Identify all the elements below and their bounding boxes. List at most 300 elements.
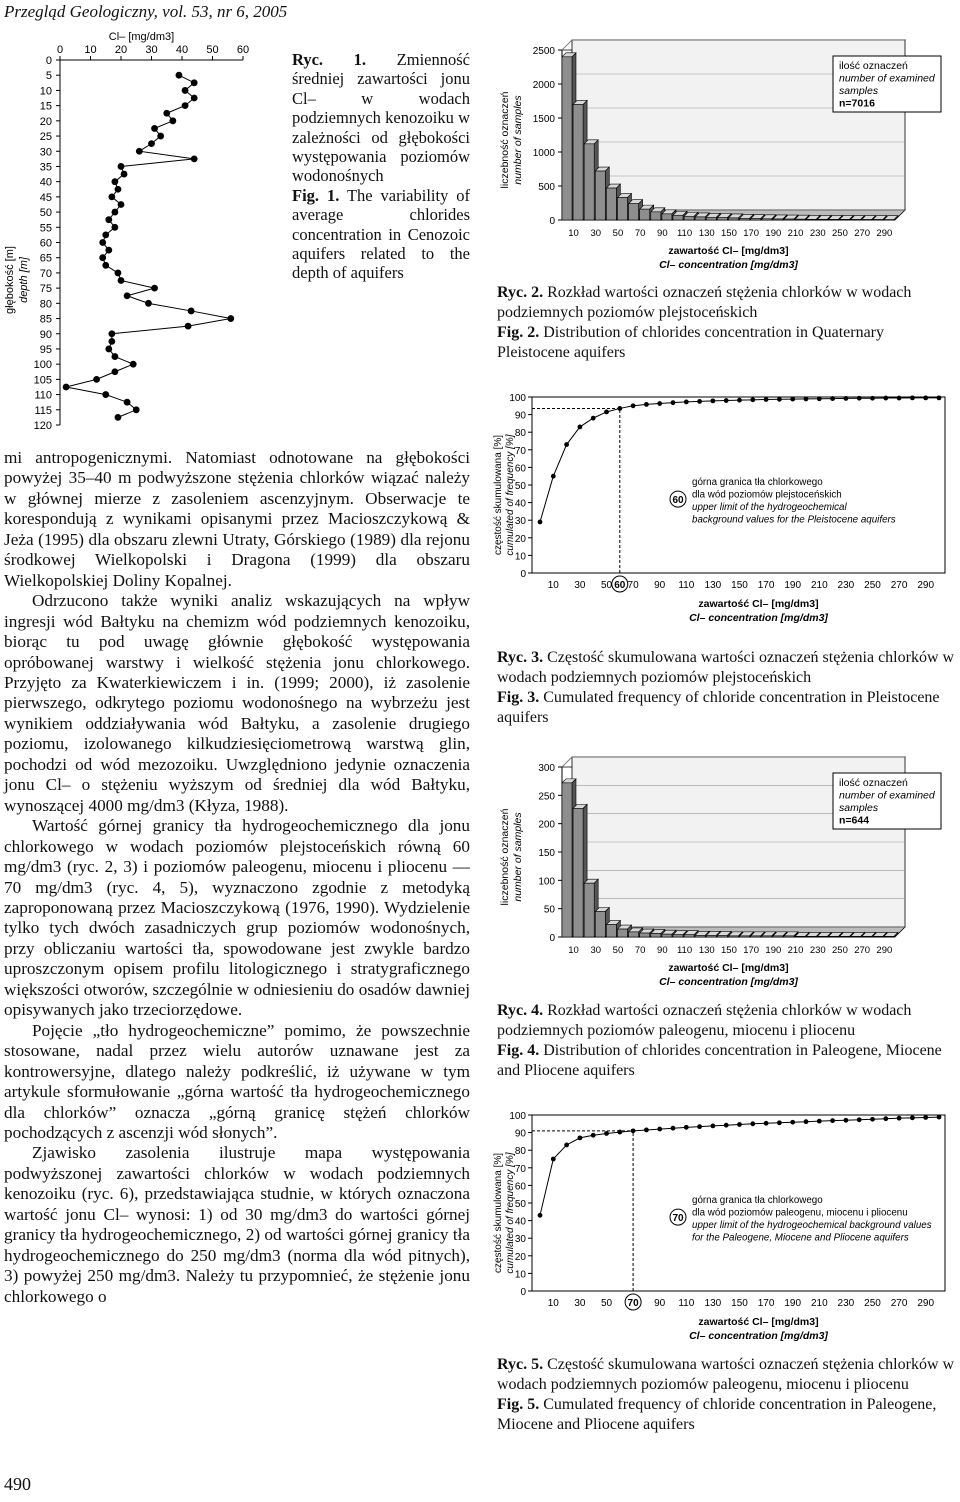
x-axis-label-pl: zawartość Cl– [mg/dm3] [668,245,789,257]
legend-text: samples [839,85,879,97]
x-tick-label: 110 [676,228,693,239]
y-tick-label: 80 [514,1146,526,1158]
y-tick-label: 0 [520,569,526,580]
data-point [764,397,769,402]
bar [817,936,827,937]
data-point [844,396,849,401]
x-tick-label: 290 [917,1298,935,1309]
y-tick-label: 50 [514,1199,526,1210]
data-point [105,346,112,353]
annotation-text: górna granica tła chlorkowego [692,1195,823,1207]
bar [873,936,883,937]
y-tick-label: 100 [538,876,555,888]
y-axis-label-pl: głębokość [m] [4,246,16,314]
data-point [538,520,543,525]
y-tick-label: 0 [520,1287,526,1298]
data-point [130,361,137,368]
data-point [148,140,155,147]
y-tick-label: 60 [39,237,52,250]
data-point [108,330,115,337]
x-tick-label: 30 [145,44,158,56]
bar [784,936,794,937]
x-tick-label: 130 [704,1298,722,1309]
legend-text: number of examined [839,789,935,802]
x-axis-label-pl: zawartość Cl– [mg/dm3] [698,598,819,610]
x-tick-label: 290 [917,580,935,591]
bar [562,783,572,937]
data-point [151,285,158,292]
y-tick-label: 90 [514,410,526,422]
data-point [750,1121,755,1126]
data-point [145,300,152,307]
data-point [108,338,115,345]
y-axis-label-pl: częstość skumulowana [%] [493,1152,504,1274]
data-point [118,163,125,170]
figure-1-chart [0,30,285,430]
data-point [830,396,835,401]
y-tick-label: 65 [39,252,52,265]
x-axis-label-pl: zawartość Cl– [mg/dm3] [698,1316,819,1328]
y-tick-label: 45 [39,191,52,204]
y-tick-label: 50 [543,904,555,916]
x-tick-label: 60 [614,580,626,591]
bar [762,936,772,937]
annotation-text: for the Paleogene, Miocene and Pliocene aquifers [692,1232,909,1244]
y-tick-label: 100 [509,393,526,404]
data-point [105,216,112,223]
data-point [112,209,119,216]
data-point [112,224,119,231]
data-point [112,368,119,375]
bar [795,936,805,937]
data-point [93,376,100,383]
data-point [102,391,109,398]
data-point [227,315,234,322]
bar [640,933,650,937]
x-tick-label: 50 [612,228,624,239]
bar [840,936,850,937]
data-point [883,396,888,401]
y-tick-label: 85 [39,313,52,326]
figure-5 [490,1103,958,1348]
data-point [883,1116,888,1121]
bar [851,936,861,937]
x-tick-label: 30 [574,1298,586,1309]
y-tick-label: 0 [549,216,555,227]
data-point [844,1118,849,1123]
data-point [631,403,636,408]
annotation-text: upper limit of the hydrogeochemical background values [692,1220,932,1232]
bar [706,217,716,220]
data-point [697,1124,702,1129]
bar [717,935,727,937]
bar [717,218,727,220]
x-tick-label: 90 [657,945,668,956]
y-tick-label: 120 [33,420,52,430]
x-axis-label-en: Cl– concentration [mg/dm3] [659,976,798,988]
data-point [777,1120,782,1125]
bar [729,936,739,937]
data-point [777,397,782,402]
bar [662,214,672,220]
data-point [169,117,176,124]
y-tick-label: 10 [514,1269,526,1281]
x-tick-label: 70 [634,228,646,239]
data-point [684,1125,689,1130]
y-tick-label: 55 [39,222,52,235]
data-point [804,397,809,402]
data-point [697,399,702,404]
data-point [671,400,676,405]
bar [795,219,805,220]
data-point [897,1116,902,1121]
data-point [750,397,755,402]
bar [684,935,694,937]
data-point [923,1115,928,1120]
figure-5-caption-pl-number: Ryc. 5. [497,1356,544,1373]
data-point [591,416,596,421]
y-tick-label: 25 [39,131,52,144]
y-tick-label: 35 [39,161,52,174]
y-tick-label: 40 [39,176,52,189]
figure-4-caption-en: Distribution of chlorides concentration in Paleogene, Miocene and Pliocene aquifers [497,1042,942,1079]
data-point [118,201,125,208]
y-tick-label: 50 [39,207,52,220]
x-axis-label-pl: zawartość Cl– [mg/dm3] [668,962,789,974]
y-tick-label: 115 [34,404,52,417]
figure-5-caption [497,1355,955,1435]
data-point [124,399,131,406]
x-tick-label: 50 [612,945,624,956]
annotation-text: upper limit of the hydrogeochemical [692,502,847,514]
y-tick-label: 2500 [532,46,555,57]
data-point [631,1128,636,1133]
figure-2-chart [490,38,958,278]
data-point [897,396,902,401]
x-tick-label: 110 [678,1298,695,1309]
marker-label: 60 [672,495,684,507]
legend-text: ilość oznaczeń [839,60,908,72]
x-tick-label: 150 [721,945,737,956]
x-tick-label: 270 [854,228,871,239]
y-tick-label: 1000 [532,148,555,159]
data-point [817,1119,822,1124]
x-tick-label: 270 [854,945,871,956]
y-tick-label: 95 [39,343,52,356]
data-point [163,110,170,117]
data-point [121,171,128,178]
x-tick-label: 190 [784,580,802,591]
data-point [115,414,122,421]
data-point [118,277,125,284]
data-point [551,1157,556,1162]
journal-header: Przegląd Geologiczny, vol. 53, nr 6, 2005 [4,2,288,21]
y-tick-label: 500 [538,182,555,193]
data-point [99,239,106,246]
data-point [617,1130,622,1135]
figure-1-caption-en-number: Fig. 1. [292,185,340,205]
y-tick-label: 10 [514,551,526,563]
annotation-text: background values for the Pleistocene aquifers [692,514,896,526]
figure-1-caption-pl: Zmienność średniej zawartości jonu Cl– w wodach podziemnych kenozoiku w zależności od głębokości występowania poziomów wodonośnych [292,50,470,186]
x-tick-label: 150 [731,1298,748,1309]
figure-2-caption-pl: Rozkład wartości oznaczeń stężenia chlorków w wodach podziemnych poziomów plejstoceńskich [497,284,912,321]
figure-4-caption-pl: Rozkład wartości oznaczeń stężenia chlorków w wodach podziemnych poziomów paleogenu, miocenu i pliocenu [497,1002,912,1039]
y-tick-label: 80 [39,298,52,311]
x-tick-label: 190 [784,1298,802,1309]
data-point [112,353,119,360]
bar [584,883,594,937]
bar [762,219,772,220]
x-tick-label: 130 [698,945,715,956]
y-tick-label: 0 [549,933,555,944]
data-point [910,1115,915,1120]
x-tick-label: 170 [743,945,760,956]
figure-2-caption [497,283,955,363]
x-tick-label: 90 [654,1298,666,1309]
data-point [804,1119,809,1124]
y-tick-label: 50 [514,481,526,492]
bar [695,217,705,220]
data-point [133,406,140,413]
data-point [817,396,822,401]
data-point [711,1124,716,1129]
x-axis-label: Cl– [mg/dm3] [108,31,175,43]
y-tick-label: 15 [39,100,52,113]
y-axis-label-pl: liczebność oznaczeń [499,808,511,906]
data-point [63,384,70,391]
y-tick-label: 30 [514,1234,526,1246]
figure-4-caption-pl-number: Ryc. 4. [497,1002,544,1019]
x-tick-label: 10 [84,44,97,56]
figure-1-caption-pl-number: Ryc. 1. [292,50,367,69]
x-tick-label: 270 [890,580,908,591]
bar [629,204,639,220]
annotation-text: dla wód poziomów plejstoceńskich [692,489,842,501]
bar [695,935,705,937]
data-point [191,155,198,162]
data-point [578,1135,583,1140]
data-point [830,1118,835,1123]
x-tick-label: 10 [568,945,579,956]
data-point [578,425,583,430]
x-axis-label-en: Cl– concentration [mg/dm3] [659,259,798,271]
figure-2-caption-en-number: Fig. 2. [497,324,540,341]
data-point [724,1123,729,1128]
data-point [182,87,189,94]
y-tick-label: 70 [514,445,526,457]
bar [862,936,872,937]
data-point [644,1128,649,1133]
paragraph-3: Wartość górnej granicy tła hydrogeochemicznego dla jonu chlorkowego w wodach poziomów plejstoceńskich równą 60 mg/dm3 (ryc. 2, 3) i poziomów paleogenu, miocenu i pliocenu — 70 mg/dm3 (ryc. 4, 5), wyznaczono zgodnie z metodyką zaproponowaną przez Macioszczykową (1976, 1990). Wydzielenie tylko tych dwóch zasadniczych grup poziomów wodonośnych, przy obliczaniu wartości tła, spowodowane jest zwykle bardzo uproszczonym opisem profilu litologicznego i stratygraficznego większości otworów, szczególnie w odniesieniu do osadów dawniej opisywanych jako trzeciorzędowe. [4,816,470,1020]
bar [884,936,894,937]
bar [773,936,783,937]
x-tick-label: 230 [837,1298,855,1309]
x-tick-label: 70 [627,1298,639,1309]
data-point [176,72,183,79]
data-point [102,231,109,238]
y-tick-label: 40 [514,498,526,510]
bar [584,144,594,220]
y-tick-label: 100 [33,359,52,372]
figure-4-caption [497,1001,955,1081]
legend-text: number of examined [839,72,935,85]
data-point [857,1117,862,1122]
y-tick-label: 70 [39,267,52,280]
x-tick-label: 70 [627,580,639,591]
data-point [115,186,122,193]
data-point [657,401,662,406]
x-tick-label: 150 [721,228,737,239]
x-tick-label: 150 [731,580,748,591]
data-point [923,395,928,400]
figure-4-chart [490,755,958,995]
x-tick-label: 90 [657,228,668,239]
data-point [937,395,942,400]
legend-text: samples [839,802,879,814]
annotation-text: dla wód poziomów paleogenu, miocenu i pliocenu [692,1207,908,1219]
data-line [66,75,231,417]
x-tick-label: 20 [114,44,128,56]
y-tick-label: 300 [538,763,555,774]
y-axis-label-en: cumulated of frequency [%] [505,1152,516,1274]
y-axis-label-en: number of samples [512,812,524,902]
bar [673,935,683,937]
x-tick-label: 10 [547,1298,559,1309]
y-tick-label: 2000 [532,80,555,91]
x-tick-label: 190 [765,228,782,239]
y-tick-label: 80 [514,428,526,440]
y-tick-label: 30 [39,146,52,159]
bar [751,936,761,937]
x-tick-label: 10 [568,228,579,239]
data-point [764,1121,769,1126]
x-tick-label: 290 [876,945,893,956]
data-point [115,270,122,277]
data-point [644,402,649,407]
data-point [564,1143,569,1148]
data-point [124,292,131,299]
bar [595,912,605,938]
x-tick-label: 50 [600,580,613,591]
bar [618,198,628,220]
paragraph-5: Zjawisko zasolenia ilustruje mapa występowania podwyższonej zawartości chlorków w wodach podziemnych kenozoiku (ryc. 6), przedstawiająca studnie, w których oznaczona wartość jonu Cl– wynosi: 1) od 30 mg/dm3 do wartości górnej granicy tła hydrogeochemicznego, 2) od wartości górnej granicy tła hydrogeochemicznego do 250 mg/dm3 (norma dla wód pitnych), 3) powyżej 250 mg/dm3. Należy tu przypomnieć, że stężenie jonu chlorkowego o [4,1143,470,1306]
bar [562,57,572,220]
y-tick-label: 5 [45,70,52,83]
x-tick-label: 0 [56,44,64,56]
paragraph-2: Odrzucono także wyniki analiz wskazujących na wpływ ingresji wód Bałtyku na chemizm wód podziemnych kenozoiku, biorąc tu pod uwagę głównie głębokość występowania opróbowanej warstwy i wielkość stężenia jonu chlorkowego. Przyjęto za Kwaterkiewiczem i in. (1999; 2000), iż zasolenie pierwszego, odkrytego poziomu wodonośnego na wybrzeżu jest wynikiem oddziaływania wód Bałtyku, a zasolenie drugiego poziomu, izolowanego kilkudziesięciometrową warstwą glin, pochodzi od wód mezozoiku. Uwzględniono jedynie oznaczenia jonu Cl– o stężeniu wyższym od średniej dla wód Bałtyku, wynoszącej 4000 mg/dm3 (Kłyza, 1988). [4,591,470,815]
bar [673,215,683,220]
bar [784,219,794,220]
bar [629,932,639,937]
data-point [870,1117,875,1122]
y-tick-label: 105 [33,374,52,387]
y-axis-label-pl: częstość skumulowana [%] [493,434,504,556]
x-tick-label: 30 [590,228,602,239]
bar [740,218,750,220]
bar [729,218,739,220]
bar [573,808,583,937]
x-tick-label: 40 [175,44,189,56]
figure-5-caption-pl: Częstość skumulowana wartości oznaczeń stężenia chlorków w wodach podziemnych poziomów paleogenu, miocenu i pliocenu [497,1356,955,1393]
x-tick-label: 250 [864,580,881,591]
data-point [604,1131,609,1136]
y-axis-label-en: depth [m] [18,257,30,303]
bar [640,209,650,220]
data-point [737,1122,742,1127]
paragraph-4: Pojęcie „tło hydrogeochemiczne” pomimo, że powszechnie stosowane, nadal przez wielu autorów uznawane jest za kontrowersyjne, dlatego należy podkreślić, iż używane w tym artykule sformułowanie „górna wartość tła hydrogeochemicznego dla chlorków” oznacza „górną granicę stężeń chlorków pochodzących z ascenzji wód słonych”. [4,1020,470,1142]
figure-3 [490,385,958,640]
bar [740,936,750,937]
x-axis-label-en: Cl– concentration [mg/dm3] [689,1330,828,1342]
y-tick-label: 110 [34,389,52,402]
x-tick-label: 210 [810,1298,828,1309]
data-point [737,398,742,403]
data-point [191,79,198,86]
y-tick-label: 90 [514,1128,526,1140]
x-tick-label: 110 [678,580,695,591]
y-tick-label: 200 [538,819,555,831]
data-point [185,323,192,330]
bar [618,929,628,937]
figure-2-caption-en: Distribution of chlorides concentration in Quaternary Pleistocene aquifers [497,324,885,361]
legend-text: ilość oznaczeń [839,777,908,789]
figure-3-caption-pl: Częstość skumulowana wartości oznaczeń stężenia chlorków w wodach podziemnych poziomów plejstoceńskich [497,649,955,686]
data-point [191,95,198,102]
x-tick-label: 230 [809,228,826,239]
x-tick-label: 290 [876,228,893,239]
x-tick-label: 30 [590,945,602,956]
x-tick-label: 210 [810,580,828,591]
y-axis-label-en: number of samples [512,95,524,185]
data-point [591,1133,596,1138]
y-tick-label: 75 [39,283,52,296]
figure-2-caption-pl-number: Ryc. 2. [497,284,544,301]
y-tick-label: 60 [514,463,526,475]
y-axis-label-en: cumulated of frequency [%] [505,434,516,556]
x-tick-label: 170 [757,580,775,591]
data-point [182,102,189,109]
x-tick-label: 230 [837,580,855,591]
bar [751,219,761,220]
data-point [551,474,556,479]
x-tick-label: 130 [698,228,715,239]
y-tick-label: 1500 [532,114,555,125]
data-point [790,1120,795,1125]
data-point [136,148,143,155]
figure-5-chart [490,1103,958,1348]
figure-3-caption-pl-number: Ryc. 3. [497,649,544,666]
y-tick-label: 250 [538,791,555,803]
data-point [724,398,729,403]
data-point [657,1127,662,1132]
bar [817,219,827,220]
legend-text: n=7016 [839,97,875,110]
x-tick-label: 250 [864,1298,881,1309]
data-point [538,1213,543,1218]
y-tick-label: 10 [39,85,52,98]
bar [706,935,716,937]
y-axis-label-pl: liczebność oznaczeń [499,91,511,189]
bar [840,219,850,220]
figure-3-caption [497,648,955,728]
x-tick-label: 190 [765,945,782,956]
x-tick-label: 210 [787,945,804,956]
data-point [910,395,915,400]
bar [828,219,838,220]
y-tick-label: 60 [514,1181,526,1193]
page-number: 490 [4,1474,31,1494]
